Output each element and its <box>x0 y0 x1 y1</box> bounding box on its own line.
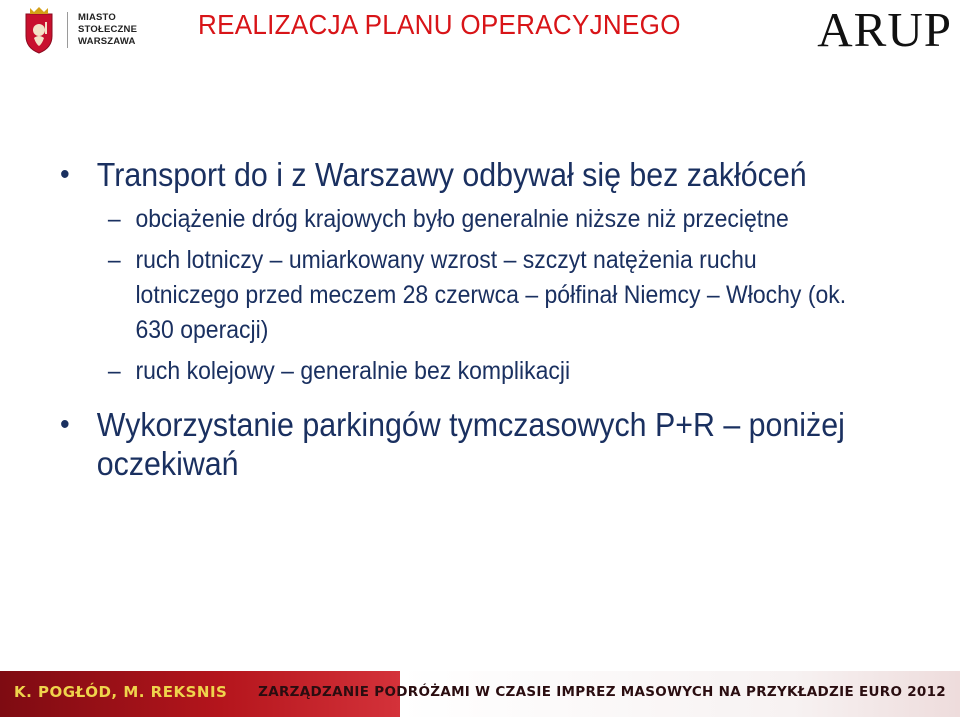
sub-bullet-text: ruch lotniczy – umiarkowany wzrost – szczyt natężenia ruchu lotniczego przed meczem 28 czerwca – półfinał Niemcy – Włochy (ok. 630 operacji) <box>135 246 847 344</box>
footer-event-title: ZARZĄDZANIE PODRÓŻAMI W CZASIE IMPREZ MASOWYCH NA PRZYKŁADZIE EURO 2012 <box>258 684 946 700</box>
warsaw-crest-icon <box>22 6 56 54</box>
city-name: MIASTO STOŁECZNE WARSZAWA <box>67 12 158 48</box>
sub-bullet-text: obciążenie dróg krajowych było generalnie niższe niż przeciętne <box>135 205 789 233</box>
sub-bullet-text: ruch kolejowy – generalnie bez komplikacji <box>135 357 571 385</box>
bullet-icon: • <box>60 158 70 191</box>
bullet-text: Wykorzystanie parkingów tymczasowych P+R – poniżej oczekiwań <box>96 406 845 482</box>
sub-bullet-item <box>60 354 851 389</box>
slide-footer <box>0 671 960 717</box>
bullet-item <box>60 155 851 194</box>
sub-bullet-item <box>60 202 851 237</box>
slide-title: REALIZACJA PLANU OPERACYJNEGO <box>198 9 681 40</box>
dash-icon: – <box>107 205 121 233</box>
slide-header <box>0 0 960 70</box>
bullet-icon: • <box>60 408 70 441</box>
dash-icon: – <box>107 357 121 385</box>
slide-content <box>60 155 920 483</box>
sub-bullet-item <box>60 243 851 348</box>
bullet-item <box>60 405 851 483</box>
arup-logo: ARUP <box>817 2 952 57</box>
dash-icon: – <box>107 246 121 274</box>
bullet-text: Transport do i z Warszawy odbywał się bez zakłóceń <box>96 156 807 193</box>
footer-authors: K. POGŁÓD, M. REKSNIS <box>14 683 228 701</box>
footer-right-band <box>258 671 960 717</box>
